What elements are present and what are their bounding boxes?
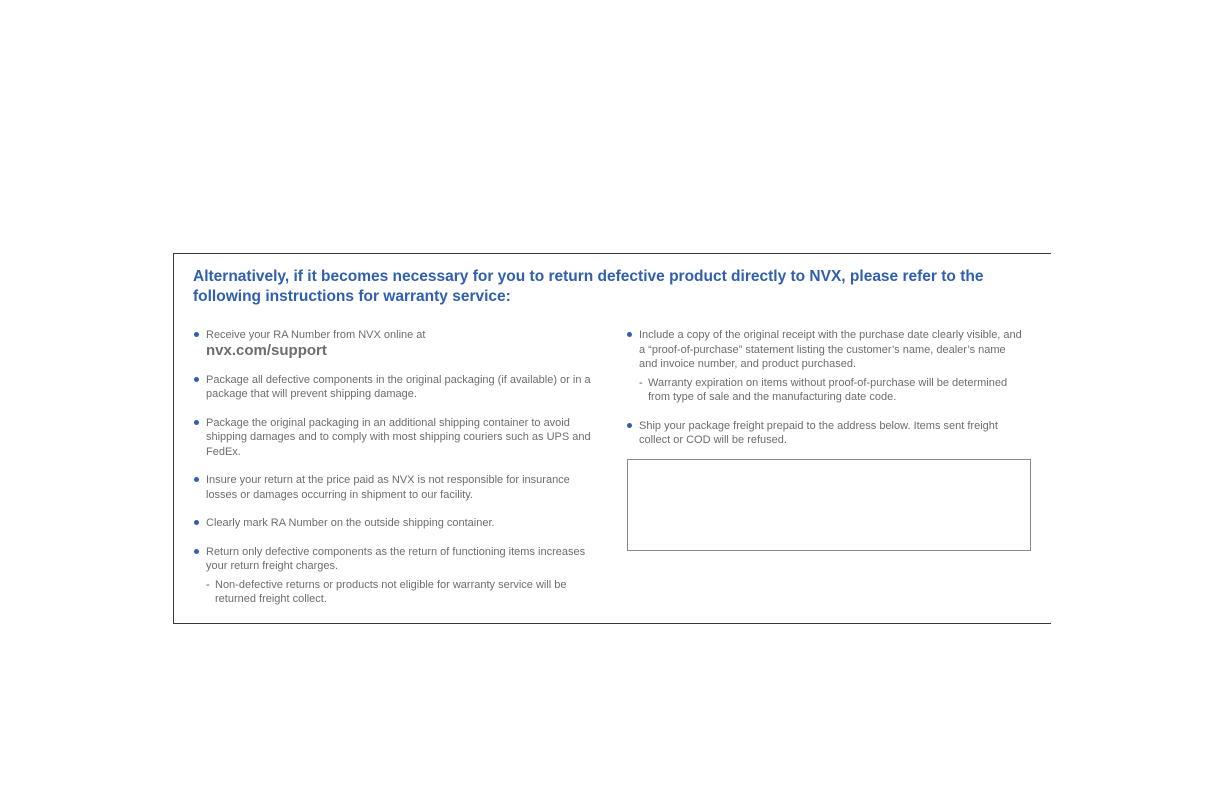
sub-item [206,578,603,607]
left-column [193,328,603,621]
list-item [626,419,1026,448]
bullet-icon [194,477,199,482]
sub-item-text: Warranty expiration on items without proof-of-purchase will be determined from type of sale and the manufacturing date code. [648,376,1008,403]
item-text: Package all defective components in the original packaging (if available) or in a package that will prevent shipping damage. [206,373,591,400]
address-box [627,459,1031,551]
sub-item-text: Non-defective returns or products not eligible for warranty service will be returned freight collect. [215,578,567,605]
sub-item [639,376,1026,405]
support-url[interactable]: nvx.com/support [206,341,327,359]
list-item [193,545,603,607]
item-text: Ship your package freight prepaid to the address below. Items sent freight collect or COD will be refused. [639,419,998,446]
item-text: Return only defective components as the return of functioning items increases your return freight charges. [206,545,586,572]
bullet-icon [194,420,199,425]
bullet-icon [627,423,632,428]
item-text: Insure your return at the price paid as NVX is not responsible for insurance losses or damages occurring in shipment to our facility. [206,474,570,501]
list-item [626,328,1026,405]
dash-marker: - [639,376,643,389]
list-item [193,473,603,502]
bullet-icon [194,520,199,525]
list-item [193,373,603,402]
list-item [193,416,603,460]
list-item [193,516,603,531]
bullet-icon [194,549,199,554]
bullet-icon [194,332,199,337]
right-column [626,328,1026,462]
bullet-icon [194,377,199,382]
list-item [193,328,603,359]
item-text: Clearly mark RA Number on the outside shipping container. [206,517,495,529]
item-text: Receive your RA Number from NVX online at [206,329,426,341]
item-text: Package the original packaging in an additional shipping container to avoid shipping damages and to comply with most shipping couriers such as UPS and FedEx. [206,416,591,458]
heading: Alternatively, if it becomes necessary for you to return defective product directly to NVX, please refer to the following instructions for warranty service: [193,268,984,305]
bullet-icon [627,332,632,337]
dash-marker: - [206,578,210,591]
warranty-instructions-panel [173,253,1051,624]
item-text: Include a copy of the original receipt with the purchase date clearly visible, and a “proof-of-purchase” statement listing the customer’s name, dealer’s name and invoice number, and product purchased. [639,329,1022,370]
